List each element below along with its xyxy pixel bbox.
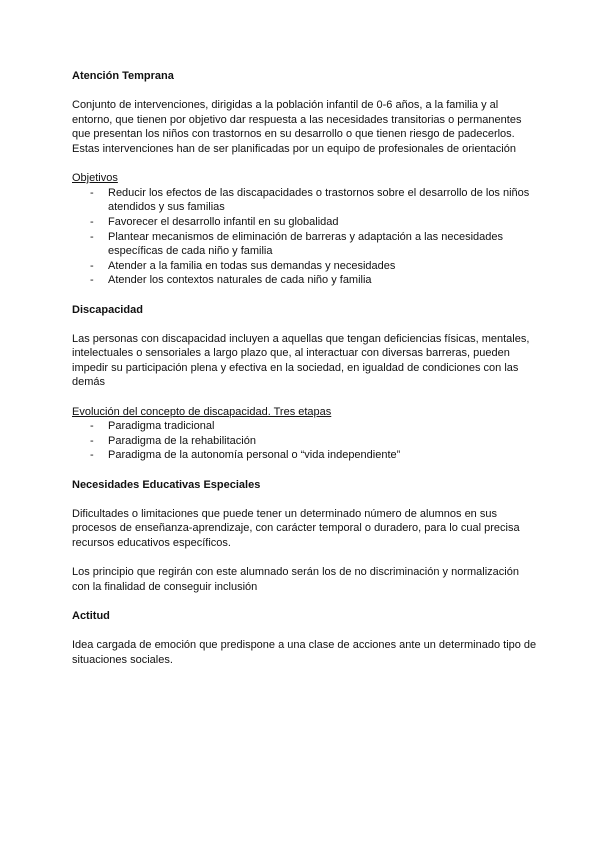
heading-discapacidad: Discapacidad bbox=[72, 303, 143, 316]
heading-actitud: Actitud bbox=[72, 609, 110, 622]
list-item: - Paradigma tradicional bbox=[72, 419, 537, 434]
document-content bbox=[72, 69, 537, 667]
list-item: - Reducir los efectos de las discapacidades o trastornos sobre el desarrollo de los niños atendidos y sus familias bbox=[72, 186, 537, 215]
paragraph-nee-2: Los principio que regirán con este alumnado serán los de no discriminación y normalización con la finalidad de conseguir inclusión bbox=[72, 566, 519, 593]
list-item: - Paradigma de la autonomía personal o “vida independiente” bbox=[72, 448, 537, 463]
heading-atencion-temprana: Atención Temprana bbox=[72, 70, 174, 82]
subheading-objetivos: Objetivos bbox=[72, 172, 118, 185]
list-item: - Atender a la familia en todas sus demandas y necesidades bbox=[72, 259, 537, 274]
list-item: - Plantear mecanismos de eliminación de barreras y adaptación a las necesidades específicas de cada niño y familia bbox=[72, 230, 537, 259]
paragraph-actitud: Idea cargada de emoción que predispone a una clase de acciones ante un determinado tipo de situaciones sociales. bbox=[72, 639, 537, 666]
paragraph-discapacidad: Las personas con discapacidad incluyen a aquellas que tengan deficiencias físicas, mentales, intelectuales o sensoriales a largo plazo que, al interactuar con diversas barreras, pueden impedir su participación plena y efectiva en la sociedad, en igualdad de condiciones con las demás bbox=[72, 332, 530, 389]
list-etapas bbox=[72, 419, 537, 463]
subheading-evolucion: Evolución del concepto de discapacidad. Tres etapas bbox=[72, 405, 332, 418]
list-item: - Paradigma de la rehabilitación bbox=[72, 434, 537, 449]
list-item: - Favorecer el desarrollo infantil en su globalidad bbox=[72, 215, 537, 230]
list-objetivos bbox=[72, 186, 537, 288]
list-item: - Atender los contextos naturales de cada niño y familia bbox=[72, 273, 537, 288]
paragraph-atencion-temprana: Conjunto de intervenciones, dirigidas a la población infantil de 0-6 años, a la familia y al entorno, que tienen por objetivo dar respuesta a las necesidades transitorias o permanentes que presentan los niños con trastornos en su desarrollo o que tienen riesgo de padecerlos. Estas intervenciones han de ser planificadas por un equipo de profesionales de orientación bbox=[72, 99, 522, 155]
heading-necesidades-educativas: Necesidades Educativas Especiales bbox=[72, 478, 261, 491]
paragraph-nee-1: Dificultades o limitaciones que puede tener un determinado número de alumnos en sus procesos de enseñanza-aprendizaje, con carácter temporal o duradero, para lo cual precisa recursos educativos específicos. bbox=[72, 507, 520, 549]
